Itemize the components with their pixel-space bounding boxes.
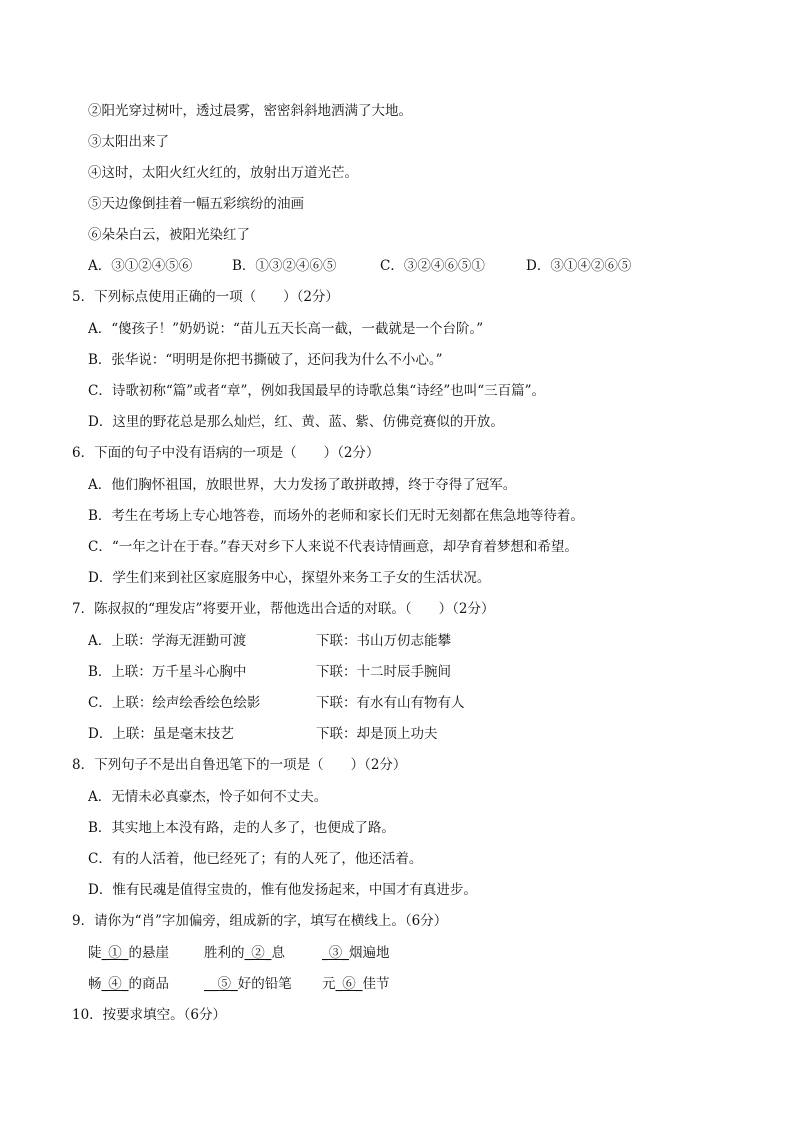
q9-word-1-suffix: 的悬崖 — [128, 945, 169, 961]
q5-option-d[interactable]: D．这里的野花总是那么灿烂，红、黄、蓝、紫、仿佛竞赛似的开放。 — [88, 414, 504, 430]
sentence-6: ⑥朵朵白云，被阳光染红了 — [88, 227, 250, 243]
q7-stem: 7．陈叔叔的“理发店”将要开业，帮他选出合适的对联。（ ）（2分） — [72, 601, 495, 617]
sentence-2: ②阳光穿过树叶，透过晨雾，密密斜斜地洒满了大地。 — [88, 103, 412, 119]
q7-a-lower: 下联：书山万仞志能攀 — [316, 633, 451, 649]
q9-word-2 — [204, 944, 285, 962]
q6-option-c[interactable]: C．“一年之计在于春。”春天对乡下人来说不代表诗情画意，却孕育着梦想和希望。 — [88, 539, 578, 555]
q8-option-b[interactable]: B．其实地上本没有路，走的人多了，也便成了路。 — [88, 820, 395, 836]
q7-d-upper: D．上联：虽是毫末技艺 — [88, 726, 234, 742]
q7-b-lower: 下联：十二时辰手腕间 — [316, 664, 451, 680]
q8-option-a[interactable]: A．无情未必真豪杰，怜子如何不丈夫。 — [88, 789, 328, 805]
q9-word-3-suffix: 烟遍地 — [349, 945, 390, 961]
q9-word-4-suffix: 的商品 — [128, 976, 169, 992]
q6-option-d[interactable]: D．学生们来到社区家庭服务中心，探望外来务工子女的生活状况。 — [88, 570, 491, 586]
q9-word-5-suffix: 好的铅笔 — [237, 976, 292, 992]
q9-word-2-suffix: 息 — [271, 945, 285, 961]
q6-stem: 6．下面的句子中没有语病的一项是（ ）（2分） — [72, 445, 380, 461]
q9-word-6 — [322, 975, 390, 993]
q4-option-d[interactable]: D．③①④②⑥⑤ — [526, 258, 632, 274]
q5-option-a[interactable]: A．“傻孩子！”奶奶说：“苗儿五天长高一截，一截就是一个台阶。” — [88, 321, 484, 337]
q8-stem: 8．下列句子不是出自鲁迅笔下的一项是（ ）（2分） — [72, 757, 407, 773]
q7-b-upper: B．上联：万千星斗心胸中 — [88, 664, 247, 680]
q8-option-d[interactable]: D．惟有民魂是值得宝贵的，惟有他发扬起来，中国才有真进步。 — [88, 882, 477, 898]
q5-stem: 5．下列标点使用正确的一项（ ）（2分） — [72, 289, 339, 305]
q7-d-lower: 下联：却是顶上功夫 — [316, 726, 438, 742]
q9-word-4 — [88, 975, 169, 993]
q7-c-lower: 下联：有水有山有物有人 — [316, 695, 465, 711]
q5-option-c[interactable]: C．诗歌初称“篇”或者“章”，例如我国最早的诗歌总集“诗经”也叫“三百篇”。 — [88, 383, 546, 399]
q9-word-2-prefix: 胜利的 — [204, 945, 245, 961]
q8-option-c[interactable]: C．有的人活着，他已经死了；有的人死了，他还活着。 — [88, 851, 423, 867]
q9-blank-2[interactable]: _②_ — [244, 945, 272, 961]
q9-word-5 — [204, 975, 292, 993]
q6-option-a[interactable]: A．他们胸怀祖国，放眼世界，大力发扬了敢拼敢搏，终于夺得了冠军。 — [88, 477, 517, 493]
sentence-5: ⑤天边像倒挂着一幅五彩缤纷的油画 — [88, 196, 304, 212]
q9-blank-4[interactable]: _④_ — [101, 976, 129, 992]
q9-word-4-prefix: 畅 — [88, 976, 102, 992]
q9-blank-3[interactable]: _③_ — [322, 945, 349, 961]
q9-word-1-prefix: 陡 — [88, 945, 102, 961]
q9-blank-1[interactable]: _①_ — [101, 945, 129, 961]
sentence-3: ③太阳出来了 — [88, 134, 169, 150]
sentence-4: ④这时，太阳火红火红的，放射出万道光芒。 — [88, 165, 358, 181]
q9-word-1 — [88, 944, 169, 962]
q9-blank-5[interactable]: __⑤_ — [204, 976, 238, 992]
q9-word-6-prefix: 元 — [322, 976, 336, 992]
q7-c-upper: C．上联：绘声绘香绘色绘影 — [88, 695, 261, 711]
q5-option-b[interactable]: B．张华说：“明明是你把书撕破了，还问我为什么不小心。” — [88, 352, 443, 368]
q7-a-upper: A．上联：学海无涯勤可渡 — [88, 633, 247, 649]
q9-word-6-suffix: 佳节 — [362, 976, 390, 992]
q9-word-3 — [322, 944, 390, 962]
q4-option-c[interactable]: C．③②④⑥⑤① — [380, 258, 485, 274]
q4-option-a[interactable]: A．③①②④⑤⑥ — [88, 258, 193, 274]
q9-stem: 9．请你为“肖”字加偏旁，组成新的字，填写在横线上。（6分） — [72, 913, 448, 929]
q6-option-b[interactable]: B．考生在考场上专心地答卷，而场外的老师和家长们无时无刻都在焦急地等待着。 — [88, 508, 584, 524]
q10-stem: 10．按要求填空。（6分） — [72, 1007, 227, 1023]
q4-option-b[interactable]: B．①③②④⑥⑤ — [232, 258, 337, 274]
q9-blank-6[interactable]: _⑥_ — [335, 976, 363, 992]
